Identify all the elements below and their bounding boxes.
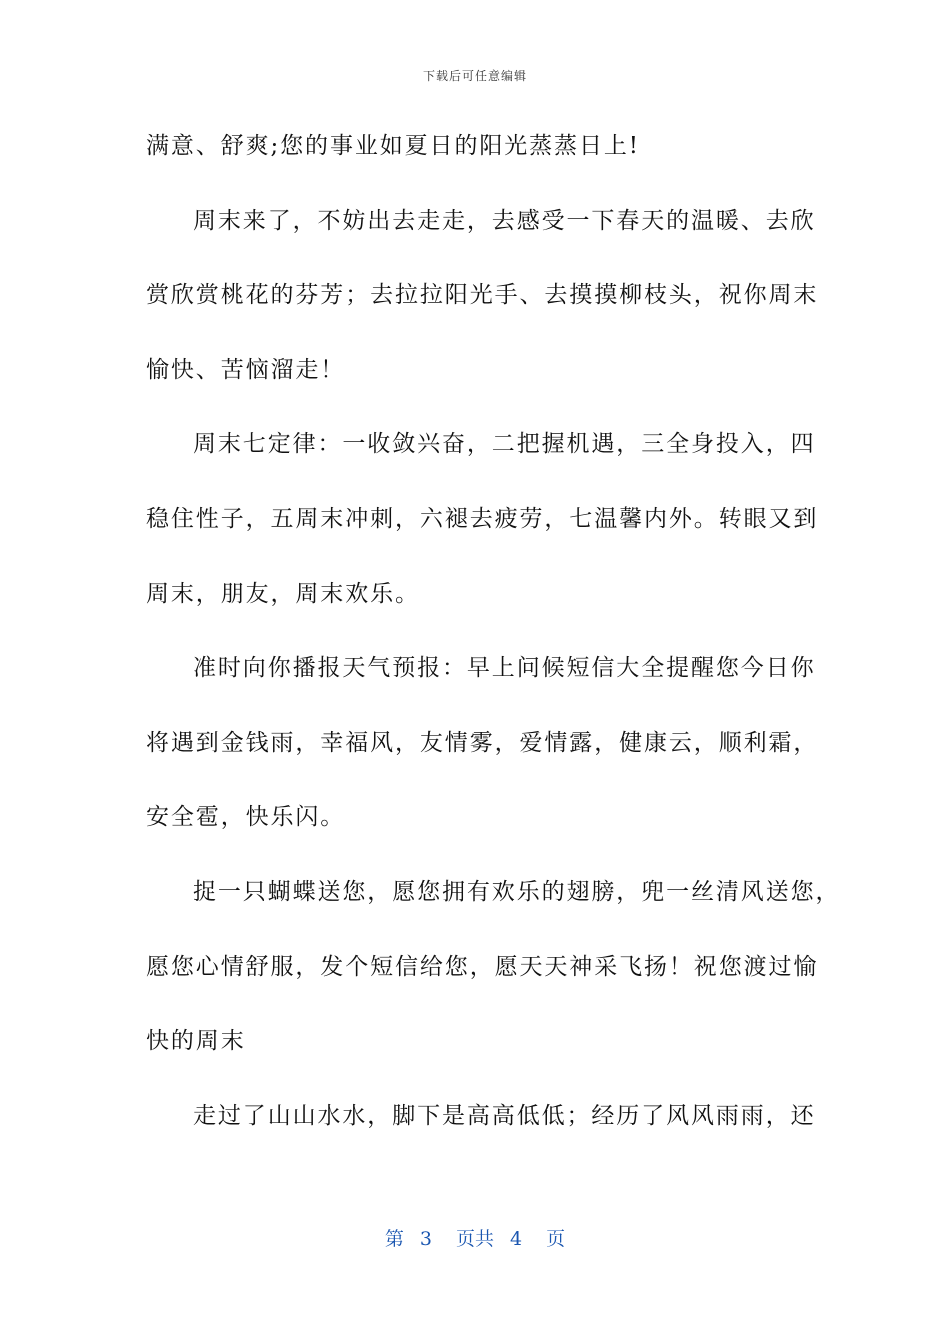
footer-suffix: 页	[546, 1228, 566, 1250]
body-text	[146, 126, 841, 1170]
footer-total-pages: 4	[510, 1228, 523, 1250]
text-line-9: 将遇到金钱雨，幸福风，友情雾，爱情露，健康云，顺利霜，	[146, 729, 819, 756]
text-line-7: 周末，朋友，周末欢乐。	[146, 580, 420, 607]
footer-middle: 页共	[455, 1228, 494, 1250]
text-line-10: 安全雹，快乐闪。	[146, 804, 346, 831]
text-line-3: 赏欣赏桃花的芬芳；去拉拉阳光手、去摸摸柳枝头，祝你周末	[146, 282, 819, 309]
text-line-6: 稳住性子，五周末冲刺，六褪去疲劳，七温馨内外。转眼又到	[146, 505, 819, 532]
text-line-13: 快的周末	[146, 1028, 246, 1055]
text-line-4: 愉快、苦恼溜走！	[146, 356, 346, 383]
header-note: 下载后可任意编辑	[422, 69, 527, 83]
footer-current-page: 3	[419, 1228, 432, 1250]
text-line-14: 走过了山山水水，脚下是高高低低；经历了风风雨雨，还	[193, 1102, 816, 1129]
text-line-5: 周末七定律：一收敛兴奋，二把握机遇，三全身投入，四	[193, 431, 816, 458]
text-line-12: 愿您心情舒服，发个短信给您，愿天天神采飞扬！祝您渡过愉	[146, 953, 819, 980]
page-footer	[0, 1224, 950, 1251]
text-line-8: 准时向你播报天气预报：早上问候短信大全提醒您今日你	[193, 655, 816, 682]
text-line-1: 满意、舒爽;您的事业如夏日的阳光蒸蒸日上!	[146, 133, 640, 159]
footer-prefix: 第	[384, 1228, 404, 1250]
text-line-2: 周末来了，不妨出去走走，去感受一下春天的温暖、去欣	[193, 207, 816, 234]
text-line-11: 捉一只蝴蝶送您，愿您拥有欢乐的翅膀，兜一丝清风送您，	[193, 878, 841, 905]
